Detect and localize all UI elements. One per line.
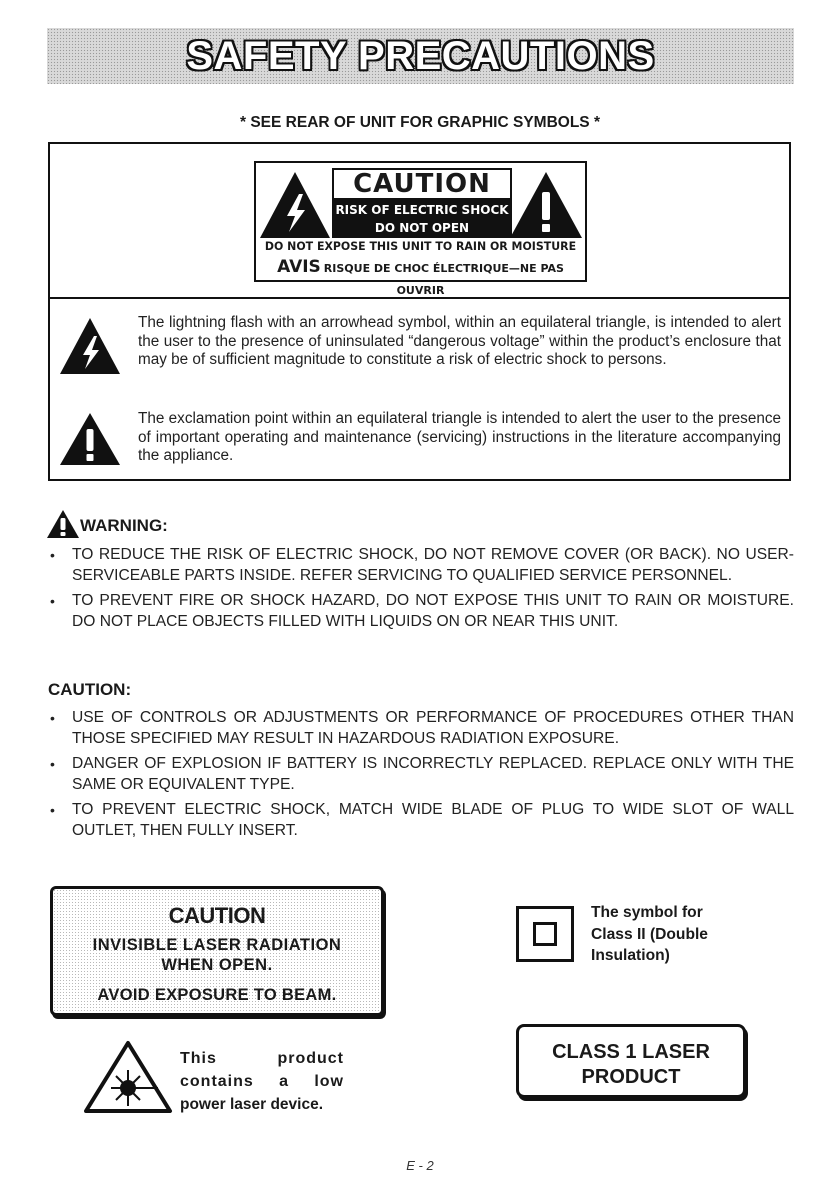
label-avis-line bbox=[256, 256, 585, 302]
class1-laser-box bbox=[516, 1024, 746, 1098]
laser-note-line-1: This product bbox=[180, 1050, 344, 1067]
label-avis-word: AVIS bbox=[277, 257, 321, 277]
page-title: SAFETY PRECAUTIONS bbox=[186, 33, 655, 78]
warning-icon bbox=[46, 509, 80, 539]
laser-box-title: CAUTION bbox=[168, 903, 266, 928]
class2-line-1: The symbol for bbox=[591, 904, 703, 921]
laser-caution-box bbox=[50, 886, 384, 1016]
label-do-not-expose: DO NOT EXPOSE THIS UNIT TO RAIN OR MOISTURE bbox=[264, 240, 577, 253]
list-item: • TO REDUCE THE RISK OF ELECTRIC SHOCK, DO NOT REMOVE COVER (OR BACK). NO USER-SERVICEABLE PARTS INSIDE. REFER SERVICING TO QUALIFIED SERVICE PERSONNEL. bbox=[48, 545, 794, 586]
class2-line-2: Class II (Double bbox=[591, 925, 708, 943]
label-risk-block bbox=[332, 200, 512, 238]
list-item: • USE OF CONTROLS OR ADJUSTMENTS OR PERFORMANCE OF PROCEDURES OTHER THAN THOSE SPECIFIED MAY RESULT IN HAZARDOUS RADIATION EXPOSURE. bbox=[48, 708, 794, 749]
laser-box-line-2: WHEN OPEN. bbox=[161, 956, 273, 974]
label-risk-line-2: DO NOT OPEN bbox=[374, 221, 470, 235]
title-banner bbox=[47, 28, 794, 84]
exclamation-triangle-icon bbox=[58, 411, 122, 467]
see-rear-note: * SEE REAR OF UNIT FOR GRAPHIC SYMBOLS * bbox=[240, 114, 600, 131]
class1-line-2: PRODUCT bbox=[581, 1066, 681, 1088]
label-avis-text: RISQUE DE CHOC ÉLECTRIQUE—NE PAS OUVRIR bbox=[323, 262, 564, 297]
warning-heading: WARNING: bbox=[80, 516, 168, 535]
list-item: • TO PREVENT ELECTRIC SHOCK, MATCH WIDE BLADE OF PLUG TO WIDE SLOT OF WALL OUTLET, THEN FULLY INSERT. bbox=[48, 800, 794, 841]
list-item: • TO PREVENT FIRE OR SHOCK HAZARD, DO NOT EXPOSE THIS UNIT TO RAIN OR MOISTURE. DO NOT PLACE OBJECTS FILLED WITH LIQUIDS ON OR NEAR THIS UNIT. bbox=[48, 591, 794, 632]
class2-description bbox=[591, 902, 771, 967]
label-risk-line-1: RISK OF ELECTRIC SHOCK bbox=[335, 203, 509, 217]
label-caution-word: CAUTION bbox=[332, 168, 512, 200]
warning-list bbox=[48, 545, 794, 637]
caution-list bbox=[48, 708, 794, 846]
exclamation-triangle-icon bbox=[508, 170, 584, 240]
class1-line-1: CLASS 1 LASER bbox=[552, 1041, 710, 1063]
laser-box-line-1: INVISIBLE LASER RADIATION bbox=[92, 936, 342, 954]
lightning-explanation: The lightning flash with an arrowhead symbol, within an equilateral triangle, is intended to alert the user to the presence of uninsulated “dangerous voltage” within the product’s enclosure that may be of sufficient magnitude to constitute a risk of electric shock to persons. bbox=[138, 314, 781, 368]
laser-box-line-3: AVOID EXPOSURE TO BEAM. bbox=[97, 986, 337, 1004]
list-item: • DANGER OF EXPLOSION IF BATTERY IS INCORRECTLY REPLACED. REPLACE ONLY WITH THE SAME OR EQUIVALENT TYPE. bbox=[48, 754, 794, 795]
laser-note-line-2: contains a low bbox=[180, 1073, 344, 1090]
page-number: E - 2 bbox=[406, 1158, 434, 1173]
exclamation-explanation: The exclamation point within an equilateral triangle is intended to alert the user to the presence of important operating and maintenance (servicing) instructions in the literature accompanying the appliance. bbox=[138, 410, 781, 464]
caution-heading: CAUTION: bbox=[48, 680, 132, 699]
lightning-triangle-icon bbox=[258, 170, 332, 240]
class2-line-3: Insulation) bbox=[591, 947, 670, 964]
lightning-triangle-icon bbox=[58, 316, 122, 376]
class2-symbol-inner bbox=[533, 922, 557, 946]
laser-note-line-3: power laser device. bbox=[180, 1096, 324, 1113]
laser-warning-icon bbox=[83, 1040, 173, 1114]
